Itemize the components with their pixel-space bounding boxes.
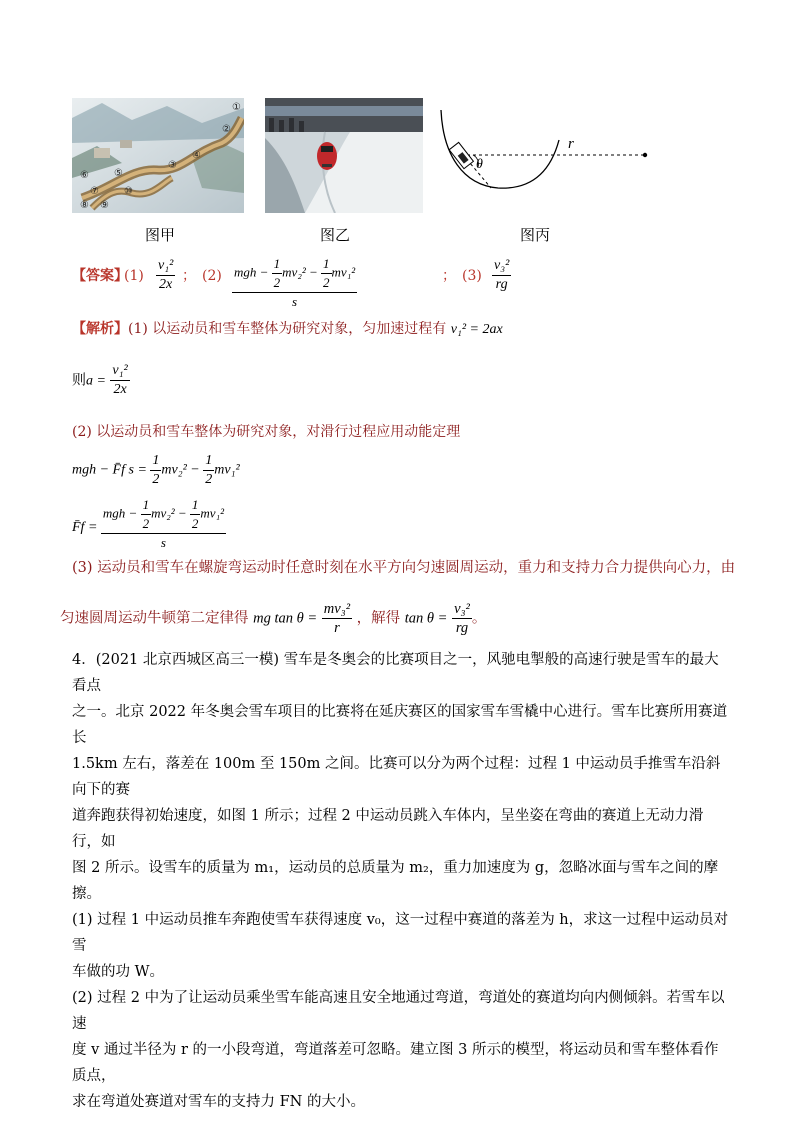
problem-line: 求在弯道处赛道对雪车的支持力 FN 的大小。 — [72, 1094, 365, 1110]
answer-part-1: (1) — [124, 268, 144, 284]
problem-line: (2) 过程 2 中为了让运动员乘坐雪车能高速且安全地通过弯道，弯道处的赛道均向内侧倾斜。若雪车以速 — [72, 990, 725, 1032]
answer-3-fraction — [492, 257, 511, 294]
eq2-numerator: v₁² — [112, 363, 128, 378]
marker-10: ⑩ — [124, 186, 133, 197]
eq6-denominator: rg — [452, 618, 472, 637]
analysis-line-3: (2) 以运动员和雪车整体为研究对象，对滑行过程应用动能定理 — [72, 424, 461, 440]
figure-bing-caption: 图丙 — [519, 226, 550, 244]
analysis-line-6b: 匀速圆周运动牛顿第二定律得 mg tan θ = $\frac{\text{mv₃²}}{r}$ ，解得 tan θ = $\frac{\text{v₃²}}{rg}$ 。 — [60, 601, 487, 636]
answer-1-numerator: v₁² — [158, 258, 174, 273]
answer-1-denominator: 2x — [156, 275, 175, 294]
problem-line: 1.5km 左右，落差在 100m 至 150m 之间。比赛可以分为两个过程：过程 1 中运动员手推雪车沿斜向下的赛 — [72, 756, 721, 798]
answer-separator: ； — [182, 268, 196, 284]
answer-2-denominator: s — [292, 294, 298, 309]
marker-1: ① — [232, 102, 241, 113]
eq5-denominator: s — [101, 533, 226, 552]
analysis-text-1: (1) 以运动员和雪车整体为研究对象，匀加速过程有 — [128, 321, 447, 337]
analysis-text-6b-mid: ，解得 — [356, 610, 401, 627]
marker-5: ⑤ — [114, 168, 123, 179]
problem-line: 之一。北京 2022 年冬奥会雪车项目的比赛将在延庆赛区的国家雪车雪橇中心进行。雪车比赛所用赛道长 — [72, 704, 728, 746]
analysis-eq-1: v₁² = 2ax — [450, 322, 503, 337]
analysis-line-6a: (3) 运动员和雪车在螺旋弯运动时任意时刻在水平方向匀速圆周运动，重力和支持力合力提供向心力，由 — [72, 560, 736, 576]
analysis-text-6b-end: 。 — [471, 610, 487, 627]
eq6-numerator: v₃² — [454, 601, 470, 617]
problem-4 — [72, 647, 732, 1115]
analysis-eq-6b-2: tan θ = — [404, 610, 448, 627]
answer-separator-2: ； — [442, 268, 456, 284]
analysis-eq-6b: mg tan θ = — [253, 610, 318, 627]
radius-label: r — [568, 136, 574, 152]
answer-line — [72, 256, 592, 309]
theta-label: θ — [476, 157, 483, 172]
figure-jia-image — [72, 98, 244, 213]
marker-4: ④ — [192, 150, 201, 161]
problem-line: 道奔跑获得初始速度，如图 1 所示；过程 2 中运动员跳入车体内，呈坐姿在弯曲的赛道上无动力滑行，如 — [72, 808, 704, 850]
analysis-text-6b: 匀速圆周运动牛顿第二定律得 — [60, 610, 249, 627]
analysis-line-1 — [72, 320, 503, 339]
marker-6: ⑥ — [80, 170, 89, 181]
problem-line: 图 2 所示。设雪车的质量为 m₁，运动员的总质量为 m₂，重力加速度为 g，忽略冰面与雪车之间的摩擦。 — [72, 860, 719, 902]
answer-part-3: (3) — [462, 268, 482, 284]
marker-2: ② — [222, 124, 231, 135]
analysis-prefix-then: 则 — [72, 372, 86, 389]
marker-7: ⑦ — [90, 186, 99, 197]
eq2-denominator: 2x — [110, 380, 129, 399]
problem-line: 度 v 通过半径为 r 的一小段弯道，弯道落差可忽略。建立图 3 所示的模型，将运动员和雪车整体看作质点， — [72, 1042, 719, 1084]
answer-tag: 【答案】 — [72, 268, 128, 284]
answer-2-fraction: mgh − $\frac{1}{2}$ mv₂² − $\frac{1}{2}$ mv₁² s — [234, 256, 356, 309]
answer-3-denominator: rg — [492, 275, 511, 294]
marker-8: ⑧ — [80, 200, 89, 211]
figure-yi-caption: 图乙 — [319, 226, 350, 244]
problem-line: (1) 过程 1 中运动员推车奔跑使雪车获得速度 v₀，这一过程中赛道的落差为 h，求这一过程中运动员对雪 — [72, 912, 729, 954]
marker-9: ⑨ — [100, 200, 109, 211]
analysis-eq-5-left: F̄f = — [72, 520, 98, 536]
answer-1-fraction — [156, 257, 175, 294]
analysis-line-5: F̄f = mgh − $\frac{1}{2}$ mv₂² − $\frac{1}{2}$ mv₁² s — [72, 497, 224, 550]
figure-yi-image — [265, 98, 423, 213]
problem-line: 车做的功 W。 — [72, 964, 165, 980]
analysis-eq-2: a = — [86, 373, 106, 389]
answer-3-numerator: v₃² — [494, 258, 510, 273]
answer-part-2: (2) — [202, 268, 222, 284]
problem-line: 4．(2021 北京西城区高三一模) 雪车是冬奥会的比赛项目之一，风驰电掣般的高速行驶是雪车的最大看点 — [72, 652, 719, 694]
figure-jia-caption: 图甲 — [144, 226, 175, 244]
marker-3: ③ — [168, 160, 177, 171]
analysis-line-4: mgh − F̄f s = $\frac{1}{2}$ mv₂² − $\frac{1}{2}$ mv₁² — [72, 453, 240, 487]
analysis-line-2 — [72, 362, 130, 399]
analysis-eq-4-left: mgh − F̄f s = — [72, 462, 147, 478]
analysis-tag: 【解析】 — [72, 321, 128, 337]
figure-bing-diagram — [433, 100, 663, 200]
